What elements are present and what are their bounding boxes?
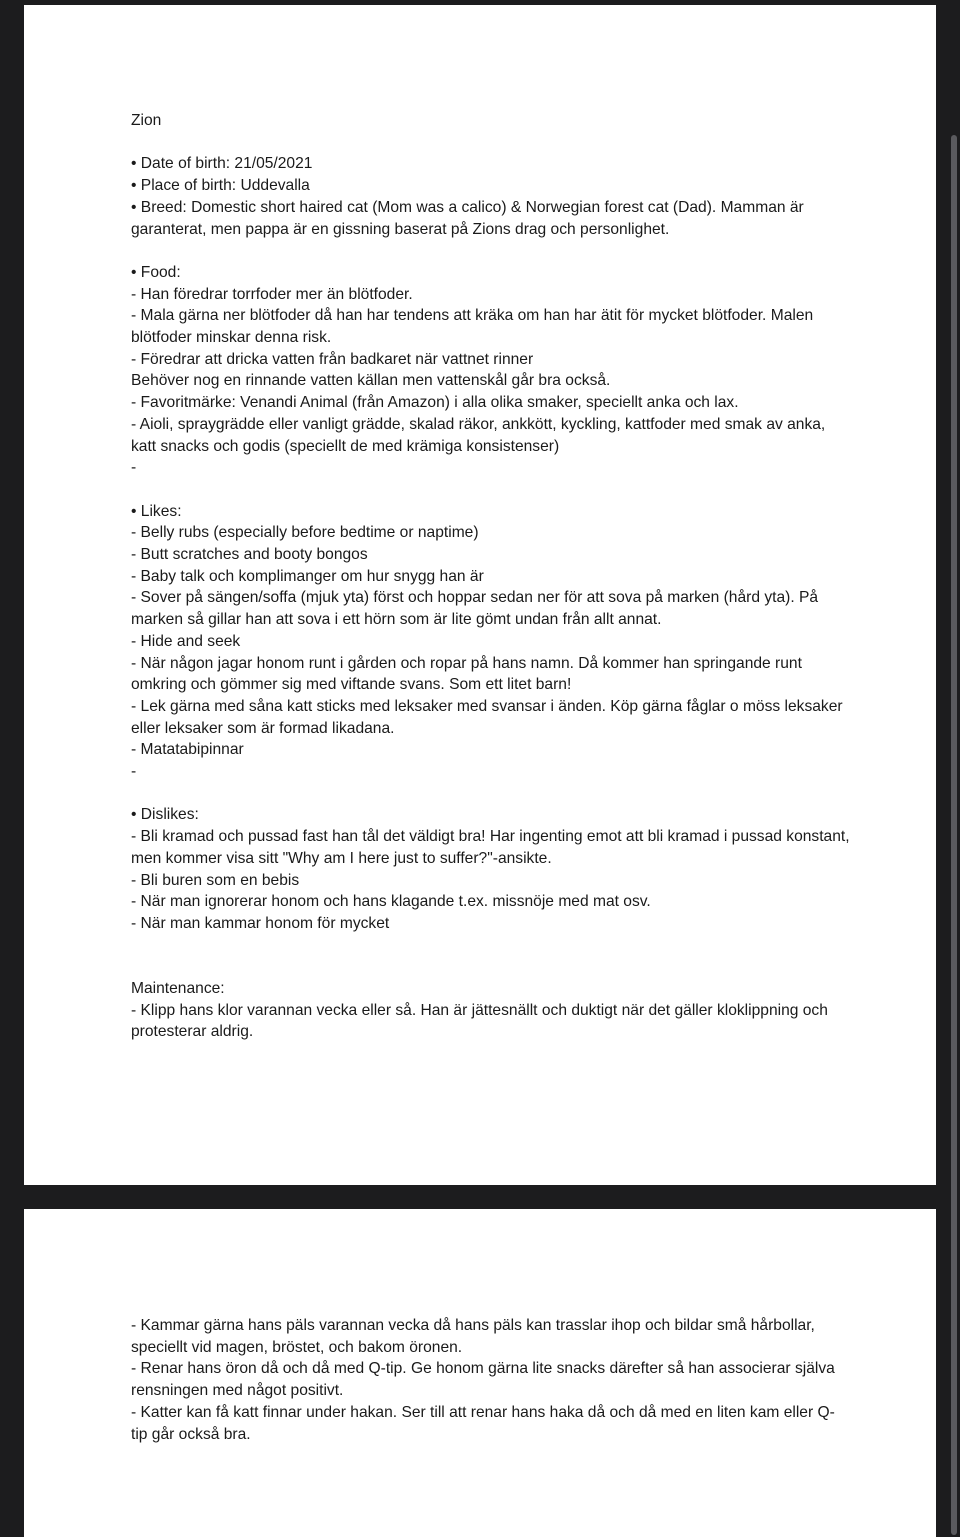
food-item: - Favoritmärke: Venandi Animal (från Amazon) i alla olika smaker, speciellt anka och lax. bbox=[131, 394, 739, 412]
likes-item: - bbox=[131, 763, 137, 781]
food-item: - Mala gärna ner blötfoder då han har tendens att kräka om han har ätit för mycket blötfoder. Malen blötfoder minskar denna risk. bbox=[131, 307, 818, 346]
likes-item: - När någon jagar honom runt i gården och ropar på hans namn. Då kommer han springande runt omkring och gömmer sig med viftande svans. Som ett litet barn! bbox=[131, 654, 807, 694]
maintenance-heading: Maintenance: bbox=[131, 980, 225, 998]
likes-heading: • Likes: bbox=[131, 502, 182, 520]
likes-item: - Sover på sängen/soffa (mjuk yta) först och hoppar sedan ner för att sova på marken (hård yta). På marken så gillar han att sova i ett hörn som är lite gömt undan från allt annat. bbox=[131, 589, 823, 629]
vertical-scrollbar[interactable] bbox=[951, 135, 957, 1535]
page-2-text bbox=[131, 1315, 851, 1445]
blank-line bbox=[131, 132, 851, 154]
dislikes-item: - När man kammar honom för mycket bbox=[131, 914, 390, 932]
place-of-birth: • Place of birth: Uddevalla bbox=[131, 177, 310, 195]
food-item: - Aioli, spraygrädde eller vanligt grädde, skalad räkor, ankkött, kyckling, kattfoder med smak av anka, katt snacks och godis (speciellt de med krämiga konsistenser) bbox=[131, 415, 830, 455]
dislikes-heading: • Dislikes: bbox=[131, 806, 199, 824]
maintenance-item: - Renar hans öron då och då med Q-tip. Ge honom gärna lite snacks därefter så han associerar själva rensningen med något positivt. bbox=[131, 1360, 840, 1400]
breed: • Breed: Domestic short haired cat (Mom was a calico) & Norwegian forest cat (Dad). Mamman är garanterat, men pappa är en gissning baserat på Zions drag och personlighet. bbox=[131, 198, 809, 238]
page-1-text bbox=[131, 110, 854, 1043]
maintenance-item: - Klipp hans klor varannan vecka eller så. Han är jättesnällt och duktigt när det gäller kloklippning och protesterar aldrig. bbox=[131, 1001, 833, 1041]
maintenance-item: - Kammar gärna hans päls varannan vecka då hans päls kan trasslar ihop och bildar små hårbollar, speciellt vid magen, bröstet, och bakom öronen. bbox=[131, 1317, 820, 1356]
likes-item: - Hide and seek bbox=[131, 632, 241, 650]
likes-item: - Lek gärna med såna katt sticks med leksaker med svansar i änden. Köp gärna fåglar o möss leksaker eller leksaker som är formad likadana. bbox=[131, 697, 847, 737]
blank-line bbox=[131, 935, 851, 978]
blank-line bbox=[131, 479, 851, 501]
dislikes-item: - När man ignorerar honom och hans klagande t.ex. missnöje med mat osv. bbox=[131, 893, 651, 911]
likes-item: - Belly rubs (especially before bedtime or naptime) bbox=[131, 524, 479, 542]
food-item: Behöver nog en rinnande vatten källan men vattenskål går bra också. bbox=[131, 372, 611, 390]
maintenance-item: - Katter kan få katt finnar under hakan. Ser till att renar hans haka då och då med en liten kam eller Q-tip går också bra. bbox=[131, 1403, 835, 1443]
document-page-1 bbox=[24, 5, 936, 1185]
dislikes-item: - Bli kramad och pussad fast han tål det väldigt bra! Har ingenting emot att bli kramad i pussad konstant, men kommer visa sitt "Why am I here just to suffer?"-ansikte. bbox=[131, 828, 854, 867]
likes-item: - Matatabipinnar bbox=[131, 741, 244, 759]
blank-line bbox=[131, 783, 851, 805]
likes-item: - Butt scratches and booty bongos bbox=[131, 546, 368, 564]
dislikes-item: - Bli buren som en bebis bbox=[131, 871, 300, 889]
likes-item: - Baby talk och komplimanger om hur snygg han är bbox=[131, 567, 484, 585]
document-page-2 bbox=[24, 1209, 936, 1537]
food-item: - Föredrar att dricka vatten från badkaret när vattnet rinner bbox=[131, 350, 534, 368]
food-item: - Han föredrar torrfoder mer än blötfoder. bbox=[131, 285, 413, 303]
date-of-birth: • Date of birth: 21/05/2021 bbox=[131, 155, 313, 173]
blank-line bbox=[131, 240, 851, 262]
food-heading: • Food: bbox=[131, 263, 181, 281]
food-item: - bbox=[131, 459, 137, 477]
document-title: Zion bbox=[131, 112, 162, 129]
